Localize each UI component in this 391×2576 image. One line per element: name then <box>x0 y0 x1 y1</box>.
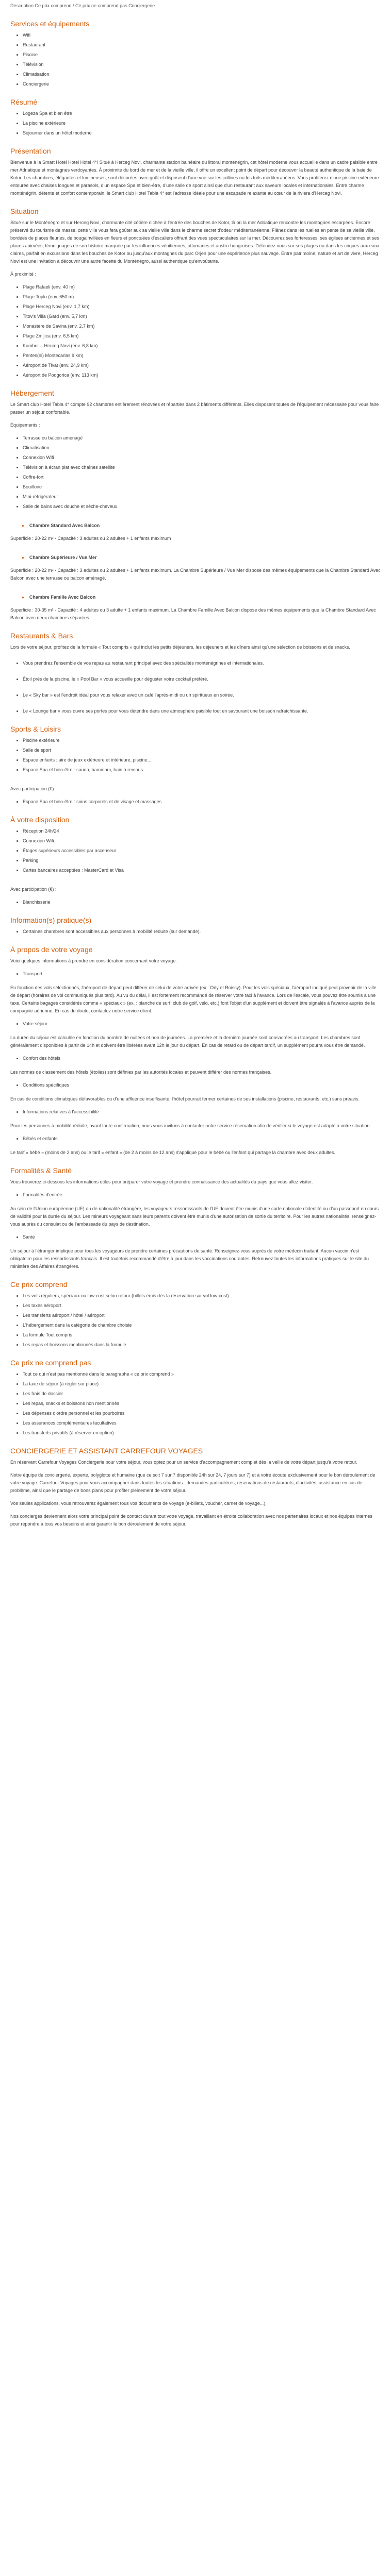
ce-prix-title: Ce prix comprend <box>10 1280 68 1289</box>
ne-comprend-title: Ce prix ne comprend pas <box>10 1359 91 1367</box>
list-item: • Titov's Villa (Gard (env. 5,7 km) <box>23 313 381 320</box>
sante-heading-list <box>10 1233 381 1241</box>
disposition-title: À votre disposition <box>10 816 70 824</box>
list-item: • Espace enfants : aire de jeux extérieure et intérieure, piscine... <box>23 756 381 764</box>
presentation-text: Bienvenue à la Smart Hotel Hotel Hotel 4*! Situé à Herceg Novi, charmante station balnéaire du littoral monténégrin, cet hôtel moderne vous accueille dans un cadre paisible entre mer Adriatique et montagnes verdoyantes. À proximité du bord de mer et de la vieille ville, il offre un excellent point de départ pour découvrir la beauté authentique de la baie de Kotor. Les chambres, élégantes et lumineuses, sont décorées avec goût et disposent d'une vue sur les collines ou les toits méditerranéens. Vous profiterez d'une piscine extérieure entourée avec chaises longues et parasols, d'un espace Spa et bien-être, d'une salle de sport ainsi que d'un restaurant aux saveurs locales et internationales. Entre charme monténégrin, détente et confort contemporain, le Smart club Hotel Tabla 4* est l'adresse idéale pour une escapade relaxante au cœur de la riviera d'Herceg Novi. <box>10 160 379 196</box>
sports-title: Sports & Loisirs <box>10 725 61 733</box>
info-title: Information(s) pratique(s) <box>10 916 92 924</box>
proximity-list <box>10 283 381 379</box>
list-item: • Les repas et boissons mentionnés dans la formule <box>23 1341 381 1349</box>
disposition-list <box>10 827 381 874</box>
list-item: • Connexion Wifi <box>23 454 381 462</box>
list-item: • Pentes(ni) Montecarlas 9 km) <box>23 352 381 360</box>
list-item: • Vous prendrez l'ensemble de vos repas au restaurant principal avec des spécialités monténégrines et internationales. <box>23 659 381 667</box>
room-famille <box>10 594 381 622</box>
conciergerie-p3: Vos seules applications, vous retrouverez également tous vos documents de voyage (e-billets, voucher, carnet de voyage...). <box>10 1501 267 1506</box>
bullet-icon: ● <box>22 523 24 528</box>
breadcrumb: Description Ce prix comprend / Ce prix ne comprend pas Conciergerie <box>10 3 155 8</box>
formalites-title: Formalités & Santé <box>10 1166 72 1175</box>
infos-label: • Informations relatives à l'accessibilité <box>23 1108 381 1116</box>
room-title: Chambre Standard Avec Balcon <box>29 523 100 528</box>
list-item: • La piscine extérieure <box>23 120 381 127</box>
transport-heading-list <box>10 970 381 978</box>
hebergement-title: Hébergement <box>10 389 54 397</box>
room-desc: Superficie : 20-22 m² · Capacité : 3 adultes ou 2 adultes + 1 enfants maximum. La Chambre Supérieure / Vue Mer dispose des mêmes équipements que la Chambre Standard Avec Balcon avec une terrasse ou balcon aménagé. <box>10 568 381 581</box>
enfant-text: Le tarif « bébé » (moins de 2 ans) ou le tarif « enfant » (de 2 à moins de 12 ans) s'applique pour le bébé ou l'enfant qui partage la chambre avec deux adultes. <box>10 1150 335 1155</box>
disposition-payant-list <box>10 899 381 906</box>
list-item: • Étages supérieurs accessibles par ascenseur <box>23 847 381 855</box>
list-item: • Mini-réfrigérateur <box>23 493 381 501</box>
room-desc: Superficie : 30-35 m² · Capacité : 4 adultes ou 3 adulte + 1 enfants maximum. La Chambre Famille Avec Balcon dispose des mêmes équipements que la Chambre Standard Avec Balcon avec deux chambres séparées. <box>10 607 376 620</box>
vol-label: • Votre séjour <box>23 1020 381 1028</box>
ne-comprend-list <box>10 1370 381 1437</box>
list-item: • Piscine extérieure <box>23 737 381 744</box>
situation-text: Situé sur le Monténégro et sur Herceg Novi, charmante cité côtière nichée à l'entrée des bouches de Kotor, là où la mer Adriatique rencontre les montagnes escarpées. Encore préservé du tourisme de masse, cette ville vous fera goûter aux sa vieille ville dans le charme secret d'odeur méditerranéenne. Flânez dans les ruelles en pente de sa vieille ville, bordées de places fleuries, de bougainvillées en fleurs et ponctuées d'escaliers offrant des vues spectaculaires sur la mer. Découvrez ses forteresses, ses églises anciennes et ses places animées, témoignages de son histoire marquée par les influences vénitiennes, ottomanes et austro-hongroises. Détendez-vous sur ses plages ou dans les criques aux eaux claires, parfait en excursions dans les bouches de Kotor ou jusqu'aux montagnes du parc Orjen pour une expérience plus sauvage. Entre patrimoine, nature et art de vivre, Herceg Novi est une invitation à découvrir une autre facette du Monténégro, aussi authentique qu'envoûtante. <box>10 220 380 264</box>
list-item: • La formule Tout compris <box>23 1331 381 1339</box>
list-item: • Coffre-fort <box>23 473 381 481</box>
hebergement-text: Le Smart club Hotel Tabla 4* compte 92 chambres entièrement rénovées et réparties dans 2 bâtiments différents. Elles disposent toutes de l'équipement nécessaire pour vous faire passer un séjour confortable. <box>10 402 379 415</box>
list-item: • Climatisation <box>23 444 381 452</box>
list-item: • Restaurant <box>23 41 381 49</box>
enfant-label: • Bébés et enfants <box>23 1135 381 1143</box>
list-item: • Aéroport de Podgorica (env. 113 km) <box>23 371 381 379</box>
sante-label: • Santé <box>23 1233 381 1241</box>
list-item: • Étoil près de la piscine, le « Pool Bar » vous accueille pour déguster votre cocktail préféré. <box>23 675 381 683</box>
situation-title: Situation <box>10 207 39 215</box>
list-item: • Les dépenses d'ordre personnel et les pourboires <box>23 1410 381 1417</box>
list-item: • Monastère de Savina (env. 2,7 km) <box>23 323 381 330</box>
list-item: • Logeza Spa et bien être <box>23 110 381 117</box>
list-item: • Terrasse ou balcon aménagé <box>23 434 381 442</box>
info-list <box>10 928 381 936</box>
list-item: • Les transferts aéroport / hôtel / aéroport <box>23 1312 381 1319</box>
propos-intro: Voici quelques informations à prendre en considération concernant votre voyage. <box>10 958 177 963</box>
list-item: • Les assurances complémentaires facultatives <box>23 1419 381 1427</box>
enfant-heading-list <box>10 1135 381 1143</box>
room-title: Chambre Famille Avec Balcon <box>29 595 96 600</box>
conciergerie-p4: Nos concierges deviennent alors votre principal point de contact durant tout votre voyage, travaillant en étroite collaboration avec nos partenaires locaux et nos équipes internes pour répondre à tous vos besoins et ainsi garantir le bon déroulement de votre séjour. <box>10 1514 372 1527</box>
list-item: • Conciergerie <box>23 80 381 88</box>
bullet-icon: ● <box>22 595 24 600</box>
proximity-label: À proximité : <box>10 272 37 277</box>
list-item: • Plage Rafaeli (env. 40 m) <box>23 283 381 291</box>
fr-text: Au sein de l'Union européenne (UE) ou de nationalité étrangère, les voyageurs ressortissants de l'UE doivent être munis d'une carte nationale d'identité ou d'un passeport en cours de validité pour la durée du séjour. Les mineurs voyageant sans leurs parents doivent être munis d'une autorisation de sortie du territoire. Pour les autres nationalités, renseignez-vous auprès du consulat ou de l'ambassade du pays de destination. <box>10 1206 379 1227</box>
list-item: • Réception 24h/24 <box>23 827 381 835</box>
list-item: • Le « Lounge bar » vous ouvre ses portes pour vous détendre dans une atmosphère paisible tout en savourant une boisson rafraîchissante. <box>23 707 381 715</box>
restaurants-text: Lors de votre séjour, profitez de la formule « Tout compris » qui inclut les petits déjeuners, les déjeuners et les dîners ainsi qu'une sélection de boissons et de snacks. <box>10 645 350 650</box>
list-item: • Les taxes aéroport <box>23 1302 381 1310</box>
propos-title: À propos de votre voyage <box>10 945 93 954</box>
formalites-intro: Vous trouverez ci-dessous les informations utiles pour préparer votre voyage et prendre connaissance des actualités du pays que vous allez visiter. <box>10 1179 313 1184</box>
list-item: • L'hébergement dans la catégorie de chambre choisie <box>23 1321 381 1329</box>
list-item: • Salle de sport <box>23 747 381 754</box>
list-item: • Tout ce qui n'est pas mentionné dans le paragraphe « ce prix comprend » <box>23 1370 381 1378</box>
list-item: • Certaines chambres sont accessibles aux personnes à mobilité réduite (sur demande). <box>23 928 381 936</box>
room-standard <box>10 522 381 543</box>
list-item: • Blanchisserie <box>23 899 381 906</box>
list-item: • Climatisation <box>23 71 381 78</box>
list-item: • Télévision à écran plat avec chaînes satellite <box>23 464 381 471</box>
list-item: • Plage Herceg Novi (env. 1,7 km) <box>23 303 381 311</box>
equipements-list <box>10 434 381 511</box>
list-item: • Salle de bains avec douche et sèche-cheveux <box>23 503 381 511</box>
list-item: • Télévision <box>23 61 381 69</box>
room-desc: Superficie : 20-22 m² · Capacité : 3 adultes ou 2 adultes + 1 enfants maximum <box>10 536 171 541</box>
list-item: • Bouilloire <box>23 483 381 491</box>
list-item: • Espace Spa et bien-être : sauna, hammam, bain à remous <box>23 766 381 774</box>
vol-text: La durée du séjour est calculée en fonction du nombre de nuitées et non de journées. La première et la dernière journée sont consacrées au transport. Les chambres sont généralement disponibles à partir de 14h et doivent être libérées avant 12h le jour du départ. En cas de retard ou de départ tardif, un supplément pourra vous être demandé. <box>10 1035 365 1048</box>
disposition-payant-label: Avec participation (€) : <box>10 887 57 892</box>
transport-label: • Transport <box>23 970 381 978</box>
sports-payant-label: Avec participation (€) : <box>10 786 57 791</box>
list-item: • Les transferts privatifs (à réserver en option) <box>23 1429 381 1437</box>
list-item: • Cartes bancaires acceptées : MasterCard et Visa <box>23 867 381 874</box>
list-item: • Connexion Wifi <box>23 837 381 845</box>
restaurants-list <box>10 659 381 715</box>
list-item: • Les frais de dossier <box>23 1390 381 1398</box>
room-title: Chambre Supérieure / Vue Mer <box>29 555 97 560</box>
presentation-title: Présentation <box>10 147 51 155</box>
transport-text: En fonction des vols sélectionnés, l'aéroport de départ peut différer de celui de votre arrivée (ex : Orly et Roissy). Pour les vols spéciaux, l'aéroport indiqué peut provenir de la ville de départ (horaires de vol communiqués plus tard). Au vu du délai, il est fortement recommandé de réserver votre taxi à l'avance. Lors de l'escale, vous pouvez être soumis à une taxe. Certains bagages considérés comme « spéciaux » (ex. : planche de surf, club de golf, vélo, etc.) font l'objet d'un supplément et doivent être signalés à l'avance auprès de la compagnie aérienne. En cas de doute, contactez notre service client. <box>10 985 377 1013</box>
restaurants-title: Restaurants & Bars <box>10 632 73 640</box>
list-item: • Le « Sky bar » est l'endroit idéal pour vous relaxer avec un café l'après-midi ou un spiritueux en soirée. <box>23 691 381 699</box>
resume-title: Résumé <box>10 98 38 106</box>
list-item: • Les vols réguliers, spéciaux ou low-cost selon retour (billets émis dès la réservation sur vol low-cost) <box>23 1292 381 1300</box>
conditions-text: En cas de conditions climatiques défavorables ou d'une affluence insuffisante, l'hôtel pourrait fermer certaines de ses installations (piscine, restaurants, etc.) sans préavis. <box>10 1096 360 1101</box>
list-item: • Parking <box>23 857 381 865</box>
infos-heading-list <box>10 1108 381 1116</box>
list-item: • Séjourner dans un hôtel moderne <box>23 129 381 137</box>
list-item: • Plage Zmijica (env. 6,5 km) <box>23 332 381 340</box>
room-superieure <box>10 554 381 582</box>
conciergerie-p2: Notre équipe de conciergerie, experte, polyglotte et humaine (que ce soit 7 sur 7 disponible 24h sur 24, 7 jours sur 7) et à votre écoute exclusivement pour le bon déroulement de votre voyage. Carrefour Voyages pour vous accompagner dans toutes les situations : demandes particulières, réservations de restaurants, d'activités, assistance en cas de problème, ainsi que le partage de bons plans pour profiter pleinement de votre séjour. <box>10 1472 376 1493</box>
services-list <box>10 31 381 88</box>
conciergerie-p1: En réservant Carrefour Voyages Conciergerie pour votre séjour, vous optez pour un service d'accompagnement complet dès la veille de votre départ jusqu'à votre retour. <box>10 1460 357 1465</box>
confort-heading-list <box>10 1055 381 1062</box>
bullet-icon: ● <box>22 555 24 560</box>
infos-text: Pour les personnes à mobilité réduite, avant toute confirmation, nous vous invitons à contacter notre service réservation afin de vérifier si le voyage est adapté à votre situation. <box>10 1123 371 1128</box>
list-item: • Les repas, snacks et boissons non mentionnés <box>23 1400 381 1408</box>
confort-text: Les normes de classement des hôtels (étoiles) sont définies par les autorités locales et peuvent différer des normes françaises. <box>10 1070 272 1075</box>
fr-heading-list <box>10 1191 381 1199</box>
sante-text: Un séjour à l'étranger implique pour tous les voyageurs de prendre certaines précautions de santé. Renseignez-vous auprès de votre médecin traitant. Aucun vaccin n'est obligatoire pour les ressortissants français. Il est toutefois recommandé d'être à jour dans les vaccinations courantes. Retrouvez toutes les informations pratiques sur le site du ministère des Affaires étrangères. <box>10 1248 369 1269</box>
resume-list <box>10 110 381 137</box>
list-item: • Aéroport de Tivat (env. 24,9 km) <box>23 362 381 369</box>
conditions-label: • Conditions spécifiques <box>23 1081 381 1089</box>
list-item: • Kumbor – Herceg Novi (env. 6,8 km) <box>23 342 381 350</box>
equipements-label: Équipements : <box>10 422 40 428</box>
list-item: • Plage Toplo (env. 650 m) <box>23 293 381 301</box>
list-item: • Espace Spa et bien-être : soins corporels et de visage et massages <box>23 798 381 806</box>
conciergerie-title: CONCIERGERIE ET ASSISTANT CARREFOUR VOYAGES <box>10 1447 203 1455</box>
conditions-heading-list <box>10 1081 381 1089</box>
fr-label: • Formalités d'entrée <box>23 1191 381 1199</box>
ce-prix-list <box>10 1292 381 1349</box>
confort-label: • Confort des hôtels <box>23 1055 381 1062</box>
list-item: • Piscine <box>23 51 381 59</box>
vol-heading-list <box>10 1020 381 1028</box>
sports-list <box>10 737 381 774</box>
services-title: Services et équipements <box>10 20 90 28</box>
sports-payant-list <box>10 798 381 806</box>
list-item: • Wifi <box>23 31 381 39</box>
list-item: • La taxe de séjour (à régler sur place) <box>23 1380 381 1388</box>
